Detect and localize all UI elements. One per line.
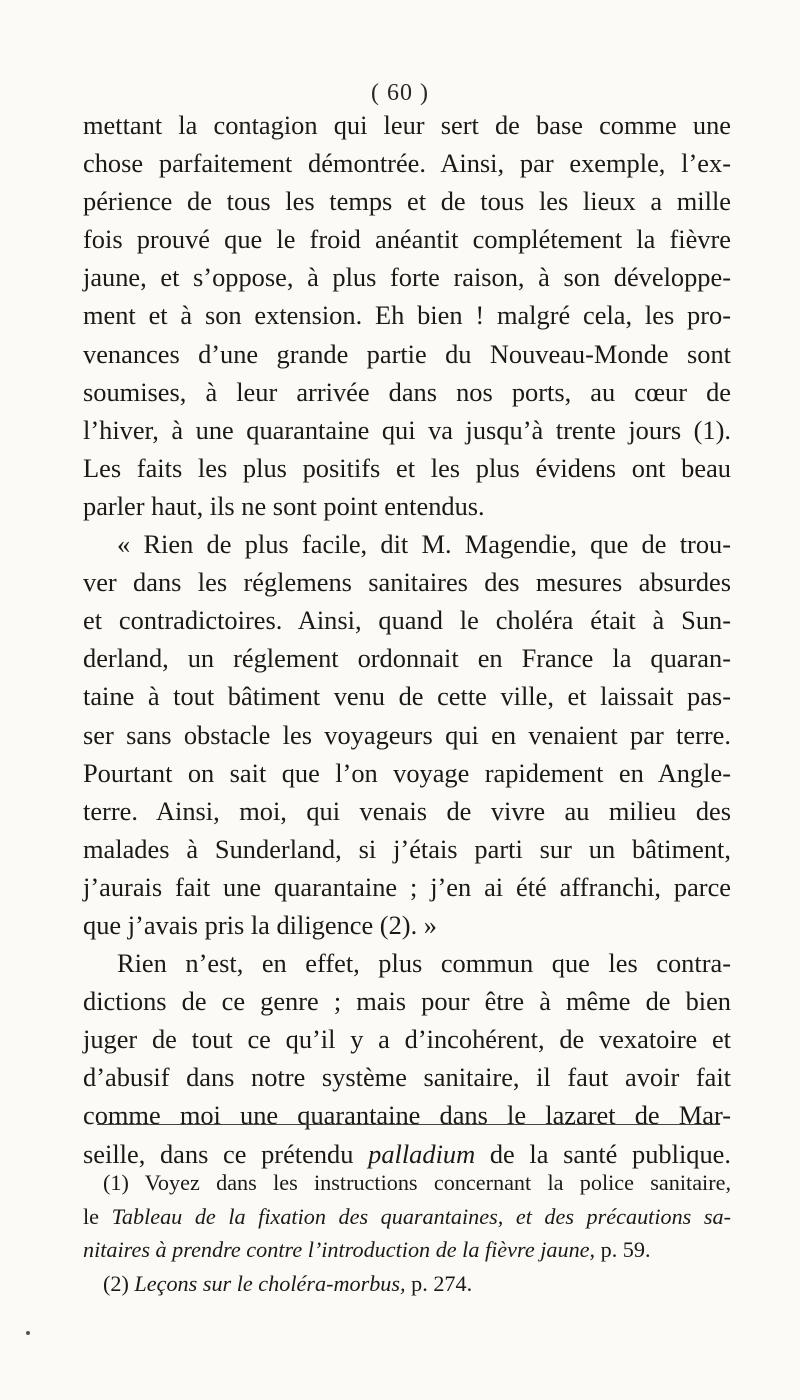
footnote-1 [83, 1166, 731, 1200]
body-line: fois prouvé que le froid anéantit complétement la fièvre [83, 224, 731, 255]
text-run: p. 274. [405, 1270, 473, 1296]
body-line: dictions de ce genre ; mais pour être à même de bien [83, 986, 731, 1017]
body-line: et contradictoires. Ainsi, quand le choléra était à Sun- [83, 605, 731, 636]
body-line: jaune, et s’oppose, à plus forte raison, à son développe- [83, 262, 731, 293]
footnote-separator [97, 1124, 720, 1125]
body-text [83, 106, 731, 1173]
body-line: Rien n’est, en effet, plus commun que les contra- [117, 948, 731, 979]
page-number: ( 60 ) [371, 80, 429, 106]
body-line: comme moi une quarantaine dans le lazaret de Mar- [83, 1100, 731, 1131]
body-line: parler haut, ils ne sont point entendus. [83, 490, 485, 521]
body-line: venances d’une grande partie du Nouveau-Monde sont [83, 338, 731, 369]
body-line: ver dans les réglemens sanitaires des mesures absurdes [83, 567, 731, 598]
body-line: malades à Sunderland, si j’étais parti sur un bâtiment, [83, 833, 731, 864]
footnote-marker: (2) [103, 1270, 129, 1296]
body-line: juger de tout ce qu’il y a d’incohérent, de vexatoire et [83, 1024, 731, 1055]
text-run: Voyez dans les instructions concernant la police sanitaire, [128, 1170, 731, 1195]
body-line: taine à tout bâtiment venu de cette ville, et laissait pas- [83, 681, 731, 712]
body-line: que j’avais pris la diligence (2). » [83, 909, 437, 940]
text-run: le [83, 1203, 112, 1229]
body-line: « Rien de plus facile, dit M. Magendie, que de trou- [117, 529, 731, 560]
body-line: derland, un réglement ordonnait en France la quaran- [83, 643, 731, 674]
text-run: p. 59. [595, 1237, 651, 1262]
body-line: soumises, à leur arrivée dans nos ports, au cœur de [83, 376, 731, 407]
body-line: mettant la contagion qui leur sert de base comme une [83, 110, 731, 140]
text-run: de la santé publique. [475, 1138, 731, 1169]
body-line: Pourtant on sait que l’on voyage rapidement en Angle- [83, 757, 731, 788]
footnote-1-line-3 [83, 1233, 731, 1267]
italic-title: Leçons sur le choléra-morbus, [128, 1270, 406, 1296]
paper-speck [26, 1331, 30, 1335]
body-line: périence de tous les temps et de tous les lieux a mille [83, 186, 731, 217]
body-line: ser sans obstacle les voyageurs qui en venaient par terre. [83, 719, 731, 750]
body-line: ment et à son extension. Eh bien ! malgré cela, les pro- [83, 300, 731, 331]
footnote-2 [83, 1267, 731, 1301]
body-line: l’hiver, à une quarantaine qui va jusqu’à trente jours (1). [83, 414, 731, 445]
italic-title: nitaires à prendre contre l’introduction de la fièvre jaune, [83, 1237, 596, 1262]
footnote-1-line-2 [83, 1200, 731, 1234]
italic-title: Tableau de la fixation des quarantaines, et des précautions sa- [111, 1203, 731, 1229]
italic-term: palladium [368, 1138, 476, 1169]
footnotes [83, 1166, 731, 1300]
body-line: d’abusif dans notre système sanitaire, il faut avoir fait [83, 1062, 731, 1093]
body-line: chose parfaitement démontrée. Ainsi, par exemple, l’ex- [83, 148, 731, 179]
body-line: j’aurais fait une quarantaine ; j’en ai été affranchi, parce [83, 871, 731, 902]
footnote-marker: (1) [103, 1170, 129, 1195]
body-line: terre. Ainsi, moi, qui venais de vivre au milieu des [83, 795, 731, 826]
text-run: seille, dans ce prétendu [83, 1138, 369, 1169]
body-line: Les faits les plus positifs et les plus évidens ont beau [83, 452, 731, 483]
